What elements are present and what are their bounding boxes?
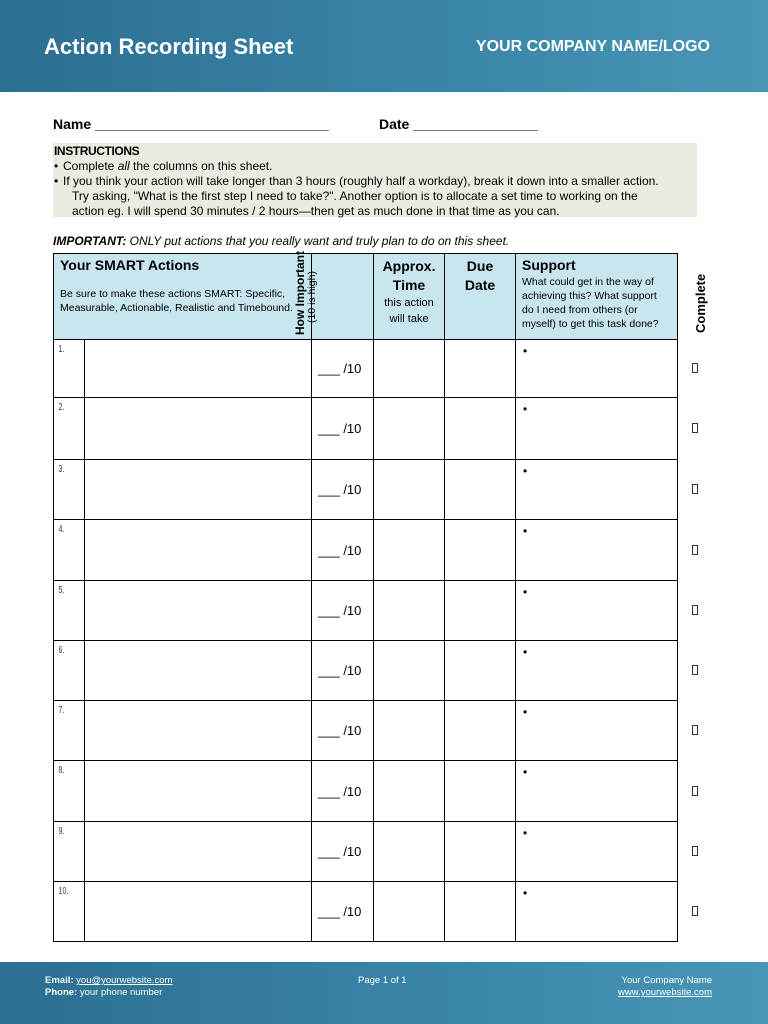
importance-cell[interactable]: ___ /10 bbox=[312, 460, 374, 520]
time-cell[interactable] bbox=[374, 761, 445, 822]
table-row bbox=[54, 460, 678, 520]
complete-checkbox[interactable] bbox=[692, 423, 698, 433]
time-cell[interactable] bbox=[374, 882, 445, 942]
due-date-cell[interactable] bbox=[445, 761, 516, 822]
complete-checkbox[interactable] bbox=[692, 484, 698, 494]
row-number: 3. bbox=[54, 460, 76, 520]
due-date-cell[interactable] bbox=[445, 460, 516, 520]
action-cell[interactable] bbox=[85, 701, 312, 761]
support-cell[interactable]: • bbox=[516, 460, 678, 520]
complete-checkbox[interactable] bbox=[692, 545, 698, 555]
due-date-cell[interactable] bbox=[445, 581, 516, 641]
support-cell[interactable]: • bbox=[516, 641, 678, 701]
time-cell[interactable] bbox=[374, 520, 445, 581]
company-name: Your Company Name bbox=[621, 975, 712, 986]
time-cell[interactable] bbox=[374, 340, 445, 398]
support-cell[interactable]: • bbox=[516, 340, 678, 398]
complete-header: Complete bbox=[693, 273, 708, 333]
footer-company bbox=[618, 975, 712, 999]
importance-cell[interactable]: ___ /10 bbox=[312, 581, 374, 641]
action-cell[interactable] bbox=[85, 460, 312, 520]
action-cell[interactable] bbox=[85, 340, 312, 398]
row-number: 9. bbox=[54, 822, 76, 882]
time-cell[interactable] bbox=[374, 822, 445, 882]
table-row bbox=[54, 822, 678, 882]
action-cell[interactable] bbox=[85, 520, 312, 581]
date-field[interactable] bbox=[379, 116, 538, 132]
page-footer bbox=[0, 962, 768, 1024]
importance-cell[interactable]: ___ /10 bbox=[312, 340, 374, 398]
action-cell[interactable] bbox=[85, 761, 312, 822]
header-support: Support What could get in the way of achieving this? What support do I need from others (or myself) to get this task done? bbox=[516, 254, 678, 340]
instructions-heading: INSTRUCTIONS bbox=[54, 144, 140, 158]
instruction-item: • Complete all the columns on this sheet. bbox=[54, 159, 273, 173]
name-field[interactable] bbox=[53, 116, 329, 132]
instruction-continuation: Try asking, "What is the first step I need to take?". Another option is to allocate a set time to working on the bbox=[72, 189, 638, 203]
importance-cell[interactable]: ___ /10 bbox=[312, 641, 374, 701]
row-number: 10. bbox=[54, 882, 76, 942]
due-date-cell[interactable] bbox=[445, 822, 516, 882]
header-smart-actions: Your SMART Actions Be sure to make these actions SMART: Specific, Measurable, Actionable, Realistic and Timebound. bbox=[54, 254, 312, 340]
instruction-item: • If you think your action will take longer than 3 hours (roughly half a workday), break it down into a smaller action. bbox=[54, 174, 659, 188]
complete-checkbox[interactable] bbox=[692, 665, 698, 675]
time-cell[interactable] bbox=[374, 701, 445, 761]
row-number: 5. bbox=[54, 581, 76, 641]
table-row bbox=[54, 882, 678, 942]
support-cell[interactable]: • bbox=[516, 581, 678, 641]
importance-cell[interactable]: ___ /10 bbox=[312, 882, 374, 942]
table-row bbox=[54, 761, 678, 822]
complete-checkbox[interactable] bbox=[692, 906, 698, 916]
support-cell[interactable]: • bbox=[516, 761, 678, 822]
time-cell[interactable] bbox=[374, 641, 445, 701]
row-number: 7. bbox=[54, 701, 76, 761]
support-cell[interactable]: • bbox=[516, 882, 678, 942]
date-label: Date bbox=[379, 116, 410, 132]
name-label: Name bbox=[53, 116, 92, 132]
action-cell[interactable] bbox=[85, 882, 312, 942]
header-importance: How Important (10 is high) bbox=[312, 254, 374, 340]
page-title: Action Recording Sheet bbox=[44, 34, 294, 59]
instruction-continuation: action eg. I will spend 30 minutes / 2 hours—then get as much done in that time as you can. bbox=[72, 204, 560, 218]
complete-checkbox[interactable] bbox=[692, 725, 698, 735]
row-number: 8. bbox=[54, 761, 76, 822]
time-cell[interactable] bbox=[374, 398, 445, 460]
support-cell[interactable]: • bbox=[516, 822, 678, 882]
due-date-cell[interactable] bbox=[445, 882, 516, 942]
time-cell[interactable] bbox=[374, 581, 445, 641]
company-logo-placeholder: YOUR COMPANY NAME/LOGO bbox=[475, 38, 710, 55]
actions-table bbox=[53, 253, 678, 942]
date-blank: ________________ bbox=[413, 116, 538, 132]
page-header bbox=[0, 0, 768, 92]
support-cell[interactable]: • bbox=[516, 398, 678, 460]
header-approx-time: Approx. Time this action will take bbox=[374, 254, 445, 340]
instructions-box bbox=[53, 143, 697, 217]
importance-cell[interactable]: ___ /10 bbox=[312, 398, 374, 460]
header-due-date: Due Date bbox=[445, 254, 516, 340]
website-link[interactable]: www.yourwebsite.com bbox=[618, 987, 712, 998]
table-row bbox=[54, 520, 678, 581]
complete-checkbox[interactable] bbox=[692, 363, 698, 373]
name-blank: ______________________________ bbox=[95, 116, 329, 132]
due-date-cell[interactable] bbox=[445, 398, 516, 460]
important-note: IMPORTANT: ONLY put actions that you really want and truly plan to do on this sheet. bbox=[53, 234, 510, 248]
action-cell[interactable] bbox=[85, 581, 312, 641]
table-row bbox=[54, 340, 678, 398]
footer-contact: Email: you@yourwebsite.com Phone: your phone number bbox=[45, 975, 173, 998]
table-row bbox=[54, 581, 678, 641]
due-date-cell[interactable] bbox=[445, 641, 516, 701]
row-number: 1. bbox=[54, 340, 76, 398]
due-date-cell[interactable] bbox=[445, 701, 516, 761]
time-cell[interactable] bbox=[374, 460, 445, 520]
due-date-cell[interactable] bbox=[445, 520, 516, 581]
table-row bbox=[54, 398, 678, 460]
actions-table-body bbox=[54, 340, 678, 942]
support-cell[interactable]: • bbox=[516, 520, 678, 581]
complete-checkbox[interactable] bbox=[692, 846, 698, 856]
importance-cell[interactable]: ___ /10 bbox=[312, 520, 374, 581]
table-row bbox=[54, 641, 678, 701]
complete-checkbox[interactable] bbox=[692, 605, 698, 615]
email-link[interactable]: you@yourwebsite.com bbox=[76, 975, 173, 986]
row-number: 6. bbox=[54, 641, 76, 701]
action-cell[interactable] bbox=[85, 641, 312, 701]
action-cell[interactable] bbox=[85, 398, 312, 460]
complete-checkbox[interactable] bbox=[692, 786, 698, 796]
support-cell[interactable]: • bbox=[516, 701, 678, 761]
due-date-cell[interactable] bbox=[445, 340, 516, 398]
row-number: 2. bbox=[54, 398, 76, 460]
row-number: 4. bbox=[54, 520, 76, 581]
phone-number: your phone number bbox=[79, 987, 163, 998]
importance-cell[interactable]: ___ /10 bbox=[312, 822, 374, 882]
page-number: Page 1 of 1 bbox=[358, 975, 407, 986]
importance-cell[interactable]: ___ /10 bbox=[312, 701, 374, 761]
importance-cell[interactable]: ___ /10 bbox=[312, 761, 374, 822]
table-row bbox=[54, 701, 678, 761]
action-cell[interactable] bbox=[85, 822, 312, 882]
